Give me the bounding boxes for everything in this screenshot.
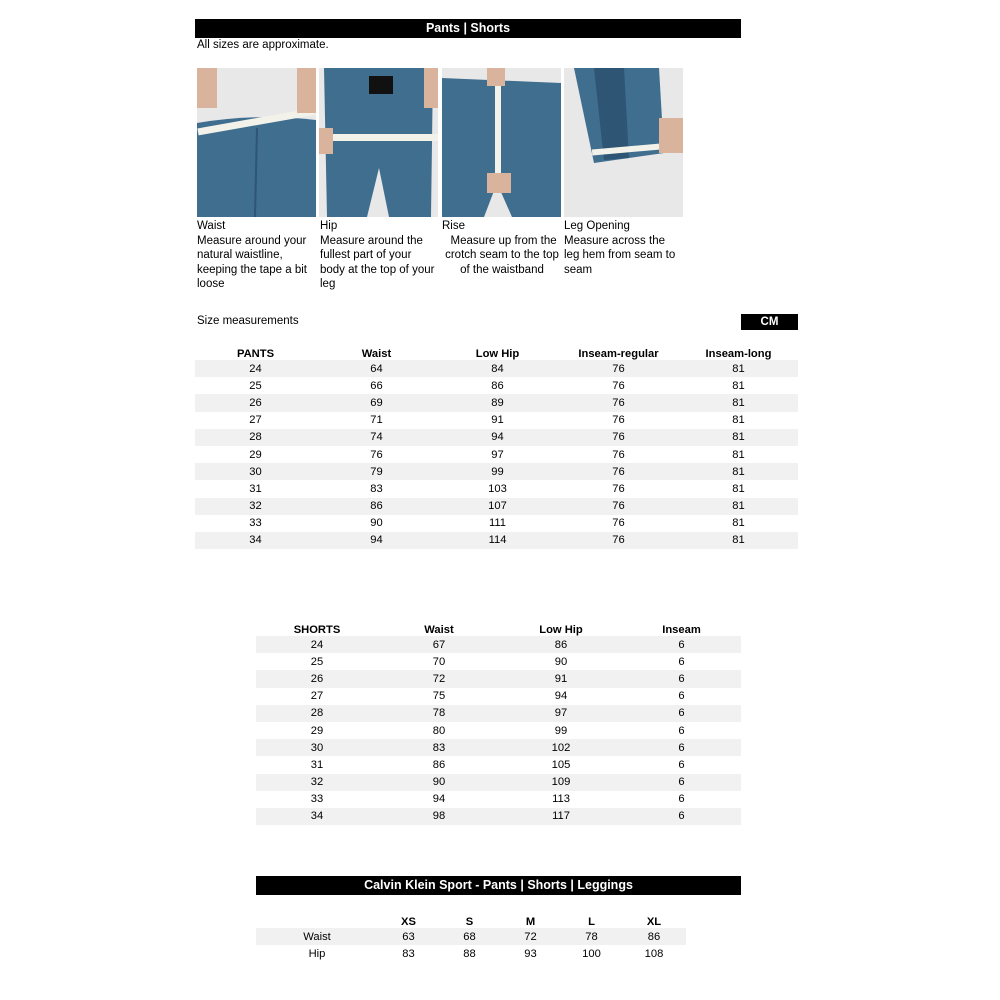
table-cell: 83 xyxy=(370,482,383,495)
table-cell: 6 xyxy=(622,739,741,756)
table-cell: 109 xyxy=(500,774,622,791)
table-cell: 90 xyxy=(554,655,568,668)
guide-line: fullest part of your xyxy=(320,249,412,262)
table-cell: 80 xyxy=(432,724,446,737)
table-row xyxy=(195,429,798,446)
table-row xyxy=(195,532,798,549)
table-cell: Waist xyxy=(256,928,378,945)
table-cell: 34 xyxy=(256,808,378,825)
table-cell: 76 xyxy=(612,414,625,427)
table-cell: 94 xyxy=(316,532,437,549)
guide-leg-opening xyxy=(564,219,684,277)
table-row xyxy=(256,636,741,653)
table-cell: 76 xyxy=(370,448,383,461)
table-cell: 29 xyxy=(249,448,262,461)
table-cell: 81 xyxy=(679,394,798,411)
table-cell: 81 xyxy=(679,429,798,446)
table-cell: 76 xyxy=(558,463,679,480)
guide-line: body at the top of your xyxy=(320,263,435,276)
table-row xyxy=(195,463,798,480)
table-cell: 81 xyxy=(679,498,798,515)
guide-line: natural waistline, xyxy=(197,249,283,262)
table-cell: 81 xyxy=(732,482,745,495)
table-cell: 84 xyxy=(437,360,558,377)
table-row xyxy=(256,705,741,722)
table-cell: 78 xyxy=(561,928,622,945)
table-cell: 32 xyxy=(256,774,378,791)
table-cell: 6 xyxy=(622,636,741,653)
column-header: L xyxy=(588,916,595,928)
table-cell: 114 xyxy=(437,532,558,549)
table-cell: 76 xyxy=(612,482,625,495)
table-cell: 76 xyxy=(558,429,679,446)
table-cell: 76 xyxy=(612,448,625,461)
table-cell: 26 xyxy=(256,670,378,687)
table-cell: 24 xyxy=(256,636,378,653)
guide-line: crotch seam to the top xyxy=(445,249,559,262)
shorts-size-table xyxy=(256,617,741,825)
guide-waist xyxy=(197,219,317,292)
table-row xyxy=(195,360,798,377)
table-cell: 91 xyxy=(500,670,622,687)
table-cell: 24 xyxy=(195,360,316,377)
table-cell: 76 xyxy=(558,532,679,549)
column-header: Inseam-regular xyxy=(578,348,659,360)
guide-title: Rise xyxy=(442,220,466,232)
table-cell: 27 xyxy=(310,690,324,703)
table-cell: 72 xyxy=(500,928,561,945)
table-cell: 28 xyxy=(256,705,378,722)
guide-line: Measure up from the xyxy=(447,234,557,247)
table-cell: 107 xyxy=(437,498,558,515)
size-measurements-label: Size measurements xyxy=(197,315,299,327)
table-cell: 72 xyxy=(378,670,500,687)
guide-rise xyxy=(442,219,562,277)
table-cell: 63 xyxy=(378,928,439,945)
table-cell: 81 xyxy=(679,463,798,480)
table-cell: 83 xyxy=(402,947,415,960)
table-cell: 97 xyxy=(500,705,622,722)
table-cell: 6 xyxy=(622,774,741,791)
guide-line: Measure across the xyxy=(564,234,665,247)
table-cell: 86 xyxy=(432,758,446,771)
table-cell: 6 xyxy=(622,670,741,687)
table-cell: 97 xyxy=(491,448,504,461)
table-row xyxy=(256,928,686,945)
table-row xyxy=(195,377,798,394)
table-row xyxy=(195,515,798,532)
table-cell: 81 xyxy=(732,414,745,427)
table-cell: 6 xyxy=(678,724,685,737)
table-row xyxy=(256,791,741,808)
table-cell: 64 xyxy=(316,360,437,377)
table-cell: 78 xyxy=(378,705,500,722)
column-header: Low Hip xyxy=(539,624,583,636)
guide-line: keeping the tape a bit xyxy=(197,263,307,276)
table-cell: 29 xyxy=(310,724,324,737)
table-row xyxy=(195,480,798,497)
table-row xyxy=(256,774,741,791)
table-row xyxy=(195,446,798,463)
table-cell: 103 xyxy=(488,482,507,495)
table-cell: 25 xyxy=(249,379,262,392)
column-header: XS xyxy=(401,916,416,928)
table-cell: 33 xyxy=(310,793,324,806)
table-cell: 6 xyxy=(678,758,685,771)
table-cell: 75 xyxy=(432,690,446,703)
table-cell: 33 xyxy=(249,517,262,530)
table-row xyxy=(256,756,741,773)
table-cell: 117 xyxy=(500,808,622,825)
guide-line: seam xyxy=(564,263,593,276)
table-cell: 71 xyxy=(370,414,383,427)
table-cell: 30 xyxy=(256,739,378,756)
column-header: Waist xyxy=(424,624,454,636)
table-cell: 67 xyxy=(378,636,500,653)
table-cell: 91 xyxy=(491,414,504,427)
guide-title: Leg Opening xyxy=(564,220,630,232)
table-cell: 30 xyxy=(195,463,316,480)
column-header: Inseam-long xyxy=(705,348,772,360)
table-cell: 81 xyxy=(732,448,745,461)
table-cell: 88 xyxy=(463,947,476,960)
table-cell: 79 xyxy=(316,463,437,480)
column-header: M xyxy=(525,916,536,928)
table-cell: 93 xyxy=(524,947,537,960)
table-cell: 76 xyxy=(612,379,625,392)
hip-measure-photo xyxy=(319,68,438,217)
table-cell: 76 xyxy=(612,517,625,530)
table-cell: Hip xyxy=(308,947,326,960)
waist-measure-photo xyxy=(197,68,316,217)
table-cell: 6 xyxy=(622,705,741,722)
guide-line: leg xyxy=(320,278,336,291)
table-cell: 81 xyxy=(679,360,798,377)
table-cell: 113 xyxy=(552,793,570,806)
table-row xyxy=(195,394,798,411)
pants-header-row xyxy=(195,341,798,360)
table-row xyxy=(256,653,741,670)
table-cell: 81 xyxy=(732,379,745,392)
shorts-header-row xyxy=(256,617,741,636)
table-row xyxy=(256,722,741,739)
column-header: S xyxy=(465,916,474,928)
table-cell: 94 xyxy=(432,793,446,806)
guide-line: of the waistband xyxy=(460,263,544,276)
table-cell: 90 xyxy=(370,517,383,530)
column-header: XL xyxy=(646,916,662,928)
table-row xyxy=(195,498,798,515)
sport-title: Calvin Klein Sport - Pants | Shorts | Leggings xyxy=(364,878,633,892)
table-cell: 99 xyxy=(437,463,558,480)
table-cell: 102 xyxy=(500,739,622,756)
table-cell: 31 xyxy=(249,482,262,495)
column-header: SHORTS xyxy=(293,624,341,636)
sport-title-bar xyxy=(256,876,741,895)
table-cell: 27 xyxy=(249,414,262,427)
table-cell: 28 xyxy=(195,429,316,446)
column-header: Inseam xyxy=(662,624,701,636)
table-cell: 94 xyxy=(437,429,558,446)
table-cell: 86 xyxy=(316,498,437,515)
table-cell: 98 xyxy=(378,808,500,825)
table-cell: 69 xyxy=(316,394,437,411)
pants-size-table xyxy=(195,341,798,549)
table-cell: 105 xyxy=(551,758,571,771)
table-row xyxy=(195,412,798,429)
guide-line: Measure around your xyxy=(197,234,307,247)
table-cell: 81 xyxy=(732,517,745,530)
section-title-bar xyxy=(195,19,741,38)
rise-measure-photo xyxy=(442,68,561,217)
table-cell: 6 xyxy=(622,808,741,825)
unit-badge: CM xyxy=(741,314,798,330)
table-cell: 86 xyxy=(491,379,504,392)
guide-line: Measure around the xyxy=(320,234,423,247)
table-cell: 86 xyxy=(500,636,622,653)
table-cell: 83 xyxy=(378,739,500,756)
table-cell: 76 xyxy=(558,360,679,377)
table-cell: 86 xyxy=(622,928,686,945)
table-cell: 76 xyxy=(558,498,679,515)
table-cell: 32 xyxy=(195,498,316,515)
column-header: Low Hip xyxy=(475,348,520,360)
table-cell: 6 xyxy=(678,690,685,703)
section-title: Pants | Shorts xyxy=(425,21,511,35)
table-row xyxy=(256,808,741,825)
table-cell: 108 xyxy=(644,947,664,960)
guide-line: loose xyxy=(197,278,225,291)
table-row xyxy=(256,945,686,962)
table-cell: 94 xyxy=(554,690,568,703)
leg-opening-measure-photo xyxy=(564,68,683,217)
guide-hip xyxy=(320,219,440,292)
column-header xyxy=(256,909,378,928)
table-cell: 25 xyxy=(310,655,324,668)
guide-line: leg hem from seam to xyxy=(564,249,676,262)
table-row xyxy=(256,688,741,705)
table-cell: 66 xyxy=(370,379,383,392)
column-header: PANTS xyxy=(236,348,275,360)
table-cell: 89 xyxy=(437,394,558,411)
table-cell: 81 xyxy=(679,532,798,549)
table-cell: 100 xyxy=(582,947,601,960)
table-row xyxy=(256,670,741,687)
table-cell: 90 xyxy=(378,774,500,791)
guide-title: Waist xyxy=(197,220,226,232)
table-cell: 6 xyxy=(678,655,685,668)
table-cell: 111 xyxy=(488,517,506,530)
approximate-note: All sizes are approximate. xyxy=(197,39,329,51)
table-cell: 74 xyxy=(316,429,437,446)
guide-title: Hip xyxy=(320,220,338,232)
table-row xyxy=(256,739,741,756)
sport-size-table xyxy=(256,909,686,962)
table-cell: 31 xyxy=(310,758,324,771)
table-cell: 76 xyxy=(558,394,679,411)
table-cell: 99 xyxy=(554,724,568,737)
table-cell: 34 xyxy=(195,532,316,549)
table-cell: 6 xyxy=(678,793,685,806)
table-cell: 26 xyxy=(195,394,316,411)
sport-header-row xyxy=(256,909,686,928)
column-header: Waist xyxy=(361,348,392,360)
table-cell: 70 xyxy=(432,655,446,668)
table-cell: 68 xyxy=(439,928,500,945)
